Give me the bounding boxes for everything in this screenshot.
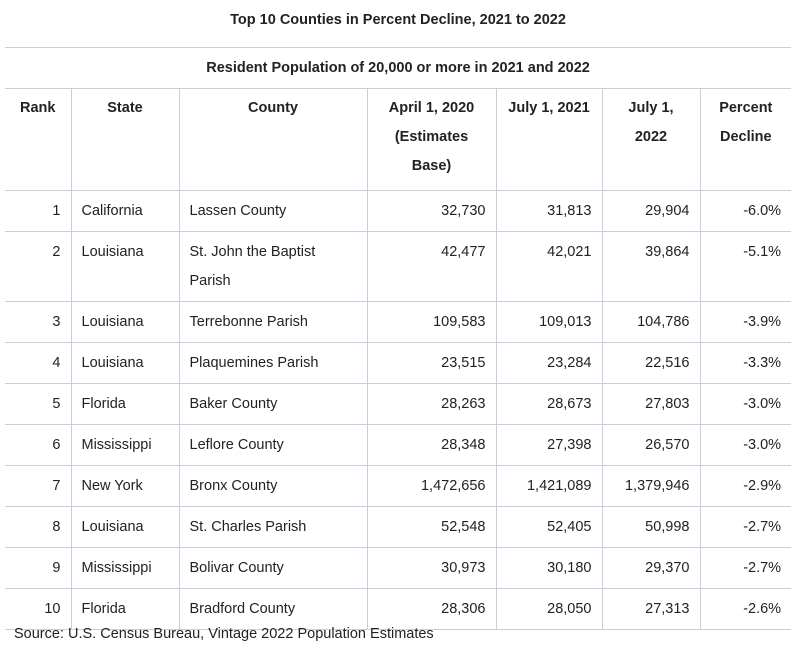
cell-july-2022: 104,786 [602, 302, 700, 343]
cell-county: Bronx County [179, 466, 367, 507]
cell-july-2021: 31,813 [496, 191, 602, 232]
cell-april-2020: 1,472,656 [367, 466, 496, 507]
cell-july-2021: 109,013 [496, 302, 602, 343]
cell-percent-decline: -3.0% [700, 425, 791, 466]
cell-rank: 8 [5, 507, 71, 548]
cell-rank: 7 [5, 466, 71, 507]
cell-july-2021: 42,021 [496, 232, 602, 302]
table-title: Top 10 Counties in Percent Decline, 2021 to 2022 [5, 0, 791, 48]
cell-percent-decline: -2.6% [700, 589, 791, 630]
table-body [5, 191, 791, 630]
cell-july-2021: 23,284 [496, 343, 602, 384]
cell-county: Bolivar County [179, 548, 367, 589]
header-july-2022: July 1, 2022 [602, 89, 700, 191]
cell-july-2021: 52,405 [496, 507, 602, 548]
table-row [5, 343, 791, 384]
cell-april-2020: 30,973 [367, 548, 496, 589]
table-row [5, 425, 791, 466]
table-row [5, 384, 791, 425]
cell-percent-decline: -3.3% [700, 343, 791, 384]
cell-july-2022: 27,313 [602, 589, 700, 630]
cell-april-2020: 32,730 [367, 191, 496, 232]
cell-percent-decline: -2.7% [700, 507, 791, 548]
population-decline-table [5, 0, 791, 630]
cell-county: Baker County [179, 384, 367, 425]
cell-july-2022: 27,803 [602, 384, 700, 425]
source-note: Source: U.S. Census Bureau, Vintage 2022 Population Estimates [14, 626, 434, 642]
cell-july-2022: 1,379,946 [602, 466, 700, 507]
cell-july-2022: 26,570 [602, 425, 700, 466]
table-row [5, 232, 791, 302]
cell-county: St. John the Baptist Parish [179, 232, 367, 302]
cell-april-2020: 23,515 [367, 343, 496, 384]
cell-july-2022: 39,864 [602, 232, 700, 302]
cell-percent-decline: -6.0% [700, 191, 791, 232]
header-april-2020: April 1, 2020 (Estimates Base) [367, 89, 496, 191]
table-subtitle: Resident Population of 20,000 or more in 2021 and 2022 [5, 48, 791, 89]
cell-july-2021: 30,180 [496, 548, 602, 589]
cell-state: California [71, 191, 179, 232]
cell-state: Louisiana [71, 343, 179, 384]
cell-state: Florida [71, 589, 179, 630]
cell-county: Bradford County [179, 589, 367, 630]
cell-county: Leflore County [179, 425, 367, 466]
cell-percent-decline: -2.9% [700, 466, 791, 507]
header-state: State [71, 89, 179, 191]
cell-april-2020: 42,477 [367, 232, 496, 302]
cell-april-2020: 28,263 [367, 384, 496, 425]
cell-county: St. Charles Parish [179, 507, 367, 548]
cell-rank: 4 [5, 343, 71, 384]
cell-july-2022: 50,998 [602, 507, 700, 548]
cell-rank: 9 [5, 548, 71, 589]
cell-state: Mississippi [71, 548, 179, 589]
cell-county: Plaquemines Parish [179, 343, 367, 384]
table-row [5, 548, 791, 589]
cell-percent-decline: -3.0% [700, 384, 791, 425]
cell-percent-decline: -3.9% [700, 302, 791, 343]
cell-july-2021: 28,050 [496, 589, 602, 630]
cell-july-2021: 27,398 [496, 425, 602, 466]
cell-state: Mississippi [71, 425, 179, 466]
cell-percent-decline: -2.7% [700, 548, 791, 589]
table-wrapper [5, 0, 791, 630]
cell-rank: 6 [5, 425, 71, 466]
cell-state: Florida [71, 384, 179, 425]
cell-percent-decline: -5.1% [700, 232, 791, 302]
header-county: County [179, 89, 367, 191]
cell-county: Lassen County [179, 191, 367, 232]
header-rank: Rank [5, 89, 71, 191]
cell-rank: 1 [5, 191, 71, 232]
cell-county: Terrebonne Parish [179, 302, 367, 343]
cell-state: Louisiana [71, 232, 179, 302]
cell-rank: 10 [5, 589, 71, 630]
cell-rank: 5 [5, 384, 71, 425]
cell-rank: 3 [5, 302, 71, 343]
cell-rank: 2 [5, 232, 71, 302]
cell-july-2021: 28,673 [496, 384, 602, 425]
cell-april-2020: 28,306 [367, 589, 496, 630]
cell-july-2022: 29,370 [602, 548, 700, 589]
cell-april-2020: 109,583 [367, 302, 496, 343]
cell-july-2022: 29,904 [602, 191, 700, 232]
table-row [5, 191, 791, 232]
cell-july-2021: 1,421,089 [496, 466, 602, 507]
cell-july-2022: 22,516 [602, 343, 700, 384]
cell-april-2020: 28,348 [367, 425, 496, 466]
header-row [5, 89, 791, 191]
header-july-2021: July 1, 2021 [496, 89, 602, 191]
cell-state: Louisiana [71, 507, 179, 548]
table-row [5, 507, 791, 548]
table-row [5, 466, 791, 507]
header-percent-decline: Percent Decline [700, 89, 791, 191]
cell-april-2020: 52,548 [367, 507, 496, 548]
cell-state: Louisiana [71, 302, 179, 343]
table-row [5, 589, 791, 630]
cell-state: New York [71, 466, 179, 507]
table-row [5, 302, 791, 343]
